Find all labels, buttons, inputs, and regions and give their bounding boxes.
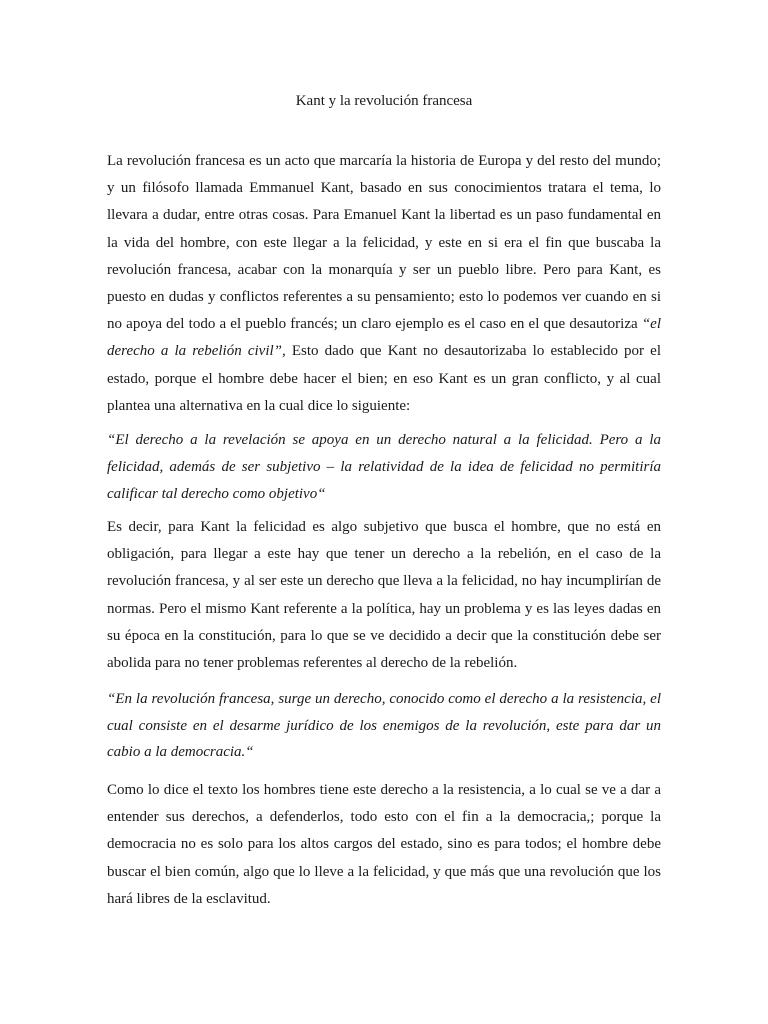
paragraph-3: Como lo dice el texto los hombres tiene este derecho a la resistencia, a lo cual se ve a dar a entender sus derechos, a defenderlos, todo esto con el fin a la democracia,; porque la democracia no es solo para los altos cargos del estado, sino es para todos; el hombre debe buscar el bien común, algo que lo lleve a la felicidad, y que más que una revolución que los hará libres de la esclavitud. [107, 782, 661, 907]
paragraph-1 [107, 148, 661, 420]
quote-2: “En la revolución francesa, surge un derecho, conocido como el derecho a la resistencia, el cual consiste en el desarme jurídico de los enemigos de la revolución, este para dar un cabio a la democracia.“ [107, 691, 661, 760]
paragraph-1-text-after: Esto dado que Kant no desautorizaba lo establecido por el estado, porque el hombre debe hacer el bien; en eso Kant es un gran conflicto, y al cual plantea una alternativa en la cual dice lo siguiente: [107, 343, 661, 414]
paragraph-1-text-before: La revolución francesa es un acto que marcaría la historia de Europa y del resto del mundo; y un filósofo llamada Emmanuel Kant, basado en sus conocimientos tratara el tema, lo llevara a dudar, entre otras cosas. Para Emanuel Kant la libertad es un paso fundamental en la vida del hombre, con este llegar a la felicidad, y este en si era el fin que buscaba la revolución francesa, acabar con la monarquía y ser un pueblo libre. Pero para Kant, es puesto en dudas y conflictos referentes a su pensamiento; esto lo podemos ver cuando en si no apoya del todo a el pueblo francés; un claro ejemplo es el caso en el que desautoriza [107, 153, 661, 333]
paragraph-1-emphasis: “el derecho a la rebelión civil”, [107, 316, 661, 360]
document-title: Kant y la revolución francesa [295, 93, 473, 109]
quote-1: “El derecho a la revelación se apoya en un derecho natural a la felicidad. Pero a la felicidad, además de ser subjetivo – la relatividad de la idea de felicidad no permitiría calificar tal derecho como objetivo“ [107, 432, 661, 502]
paragraph-2: Es decir, para Kant la felicidad es algo subjetivo que busca el hombre, que no está en obligación, para llegar a este hay que tener un derecho a la rebelión, en el caso de la revolución francesa, y al ser este un derecho que lleva a la felicidad, no hay incumplirían de normas. Pero el mismo Kant referente a la política, hay un problema y es las leyes dadas en su época en la constitución, para lo que se ve decidido a decir que la constitución debe ser abolida para no tener problemas referentes al derecho de la rebelión. [107, 519, 661, 672]
